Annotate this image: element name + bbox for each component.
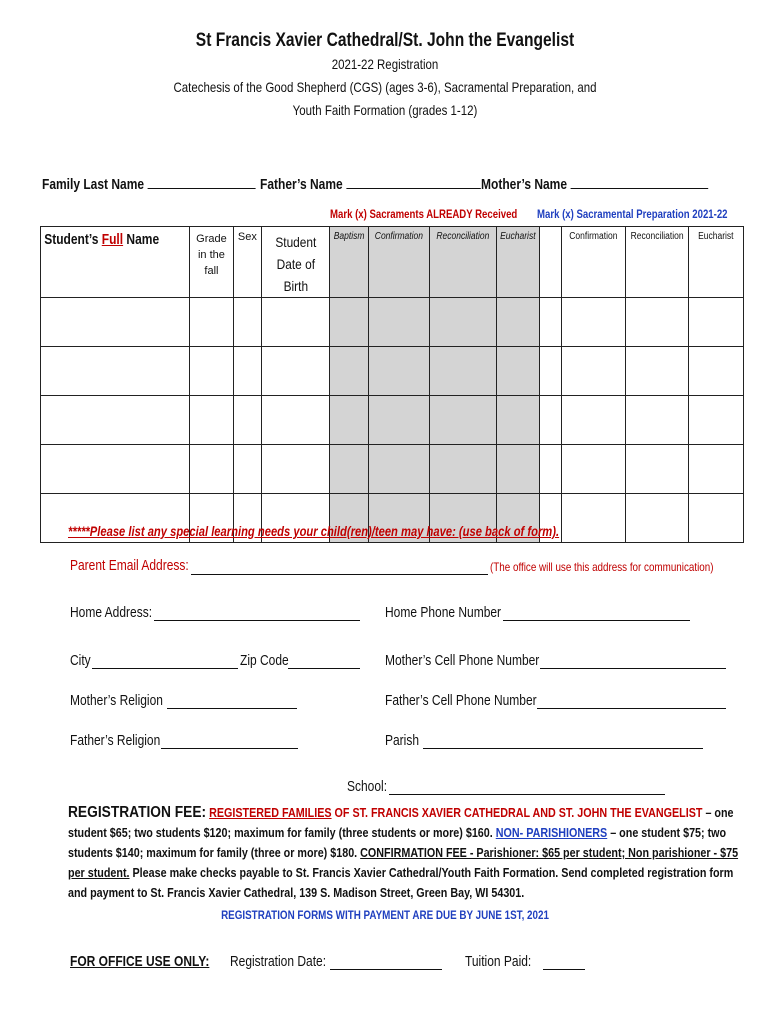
parish-label: Parish [385, 732, 420, 749]
dob-cell[interactable] [261, 445, 330, 494]
reconciliation-received-cell[interactable] [430, 298, 497, 347]
school-label: School: [347, 778, 388, 795]
program-line-1: Catechesis of the Good Shepherd (CGS) (ages 3-6), Sacramental Preparation, and [173, 79, 597, 95]
grade-header: Grade in the fall [189, 227, 234, 298]
grade-cell[interactable] [189, 396, 234, 445]
sacraments-received-header: Mark (x) Sacraments ALREADY Received [330, 207, 518, 221]
home-phone-field[interactable] [503, 606, 690, 621]
grade-cell[interactable] [189, 298, 234, 347]
mother-cell-field[interactable] [540, 654, 726, 669]
eucharist-received-cell[interactable] [496, 396, 539, 445]
registered-parishes: OF ST. FRANCIS XAVIER CATHEDRAL AND ST. JOHN THE EVANGELIST [331, 806, 703, 820]
program-line-2: Youth Faith Formation (grades 1-12) [292, 102, 478, 118]
dob-cell[interactable] [261, 347, 330, 396]
parent-email-field[interactable] [191, 560, 488, 575]
table-row[interactable] [41, 445, 744, 494]
eucharist-received-cell[interactable] [496, 298, 539, 347]
dob-cell[interactable] [261, 396, 330, 445]
sacramental-prep-header: Mark (x) Sacramental Preparation 2021-22 [537, 207, 728, 221]
mother-cell-label: Mother’s Cell Phone Number [385, 652, 540, 669]
table-row[interactable] [41, 298, 744, 347]
table-row[interactable] [41, 396, 744, 445]
eucharist-prep-cell[interactable] [689, 347, 744, 396]
dob-cell[interactable] [261, 298, 330, 347]
parent-email-label: Parent Email Address: [70, 557, 189, 574]
spacer-cell [539, 445, 562, 494]
home-address-field[interactable] [154, 606, 360, 621]
reconciliation-prep-cell[interactable] [626, 347, 689, 396]
confirmation-received-cell[interactable] [369, 396, 430, 445]
fee-label: REGISTRATION FEE: [68, 804, 207, 821]
special-needs-note: *****Please list any special learning needs your child(ren)/teen may have: (use back of form). [68, 523, 560, 539]
non-parish-fee-text: – one student $75; two students $140; maximum for family (three or more) $180. [68, 826, 727, 860]
parent-email-row [70, 557, 189, 574]
reconciliation-received-header: Reconciliation [430, 227, 497, 298]
registration-date-field[interactable] [330, 955, 442, 970]
student-name-cell[interactable] [41, 298, 190, 347]
reconciliation-prep-cell[interactable] [626, 396, 689, 445]
confirmation-prep-cell[interactable] [562, 445, 626, 494]
mother-name-row [481, 174, 708, 193]
mother-name-field[interactable] [570, 174, 708, 189]
confirmation-received-cell[interactable] [369, 347, 430, 396]
eucharist-prep-cell[interactable] [689, 396, 744, 445]
parish-field[interactable] [423, 734, 703, 749]
eucharist-prep-cell[interactable] [689, 298, 744, 347]
page-title: St Francis Xavier Cathedral/St. John the Evangelist [195, 30, 575, 51]
eucharist-received-cell[interactable] [496, 445, 539, 494]
confirmation-prep-cell[interactable] [562, 347, 626, 396]
grade-cell[interactable] [189, 347, 234, 396]
baptism-cell[interactable] [330, 298, 369, 347]
reconciliation-received-cell[interactable] [430, 445, 497, 494]
confirmation-prep-cell[interactable] [562, 494, 626, 543]
reconciliation-prep-cell[interactable] [626, 298, 689, 347]
confirmation-received-header: Confirmation [369, 227, 430, 298]
student-name-header: Student’s Full Name [41, 227, 190, 298]
school-field[interactable] [389, 780, 665, 795]
table-row[interactable] [41, 347, 744, 396]
eucharist-received-cell[interactable] [496, 347, 539, 396]
grade-cell[interactable] [189, 445, 234, 494]
student-table [40, 226, 744, 543]
father-name-field[interactable] [346, 174, 480, 189]
spacer-cell [539, 298, 562, 347]
payment-instructions: Please make checks payable to St. Francis Xavier Cathedral/Youth Faith Formation. Send completed registration form and payment to St. Francis Xavier Cathedral, 139 S. Madison Street, Green Bay, WI 54301. [68, 866, 734, 900]
student-name-cell[interactable] [41, 347, 190, 396]
tuition-paid-label: Tuition Paid: [465, 953, 532, 970]
eucharist-prep-cell[interactable] [689, 445, 744, 494]
city-field[interactable] [92, 654, 238, 669]
confirmation-prep-cell[interactable] [562, 298, 626, 347]
reconciliation-prep-header: Reconciliation [626, 227, 689, 298]
sex-cell[interactable] [234, 445, 261, 494]
spacer-cell [539, 347, 562, 396]
father-religion-label: Father’s Religion [70, 732, 161, 749]
home-address-label: Home Address: [70, 604, 153, 621]
due-date-notice: REGISTRATION FORMS WITH PAYMENT ARE DUE BY JUNE 1ST, 2021 [221, 908, 549, 922]
eucharist-received-header: Eucharist [496, 227, 539, 298]
father-religion-field[interactable] [161, 734, 298, 749]
reconciliation-prep-cell[interactable] [626, 445, 689, 494]
sex-cell[interactable] [234, 396, 261, 445]
mother-religion-label: Mother’s Religion [70, 692, 163, 709]
table-header-row [41, 227, 744, 298]
father-name-row [260, 174, 480, 193]
zip-label: Zip Code [240, 652, 289, 669]
baptism-cell[interactable] [330, 396, 369, 445]
confirmation-prep-cell[interactable] [562, 396, 626, 445]
family-last-name-row [42, 174, 255, 193]
reconciliation-received-cell[interactable] [430, 396, 497, 445]
confirmation-prep-header: Confirmation [562, 227, 626, 298]
sex-cell[interactable] [234, 347, 261, 396]
student-name-cell[interactable] [41, 396, 190, 445]
father-cell-label: Father’s Cell Phone Number [385, 692, 537, 709]
office-use-label: FOR OFFICE USE ONLY: [70, 953, 210, 970]
sex-cell[interactable] [234, 298, 261, 347]
registration-fee-paragraph [68, 803, 748, 903]
father-name-label: Father’s Name [260, 176, 343, 193]
registered-fee-text: – one student $65; two students $120; maximum for family (three students or more) $160. [68, 806, 734, 840]
mother-name-label: Mother’s Name [481, 176, 568, 193]
reconciliation-prep-cell[interactable] [626, 494, 689, 543]
family-last-name-field[interactable] [147, 174, 255, 189]
eucharist-prep-cell[interactable] [689, 494, 744, 543]
non-parishioners: NON- PARISHIONERS [495, 826, 608, 840]
eucharist-prep-header: Eucharist [689, 227, 744, 298]
city-label: City [70, 652, 91, 669]
registration-year: 2021-22 Registration [331, 56, 439, 72]
baptism-header: Baptism [330, 227, 369, 298]
home-phone-label: Home Phone Number [385, 604, 502, 621]
spacer-cell [539, 396, 562, 445]
registered-families: REGISTERED FAMILIES [209, 806, 332, 820]
mother-religion-field[interactable] [167, 694, 297, 709]
dob-header: Student Date of Birth [261, 227, 330, 298]
confirmation-received-cell[interactable] [369, 298, 430, 347]
email-note: (The office will use this address for communication) [490, 560, 714, 574]
registration-date-label: Registration Date: [230, 953, 327, 970]
confirmation-received-cell[interactable] [369, 445, 430, 494]
baptism-cell[interactable] [330, 347, 369, 396]
father-cell-field[interactable] [537, 694, 726, 709]
confirmation-fee: CONFIRMATION FEE - Parishioner: $65 per student; Non parishioner - $75 per student. [68, 846, 739, 880]
zip-field[interactable] [288, 654, 360, 669]
student-name-cell[interactable] [41, 445, 190, 494]
spacer-header [539, 227, 562, 298]
tuition-paid-field[interactable] [543, 955, 585, 970]
family-last-name-label: Family Last Name [42, 176, 145, 193]
sex-header: Sex [234, 227, 261, 298]
reconciliation-received-cell[interactable] [430, 347, 497, 396]
baptism-cell[interactable] [330, 445, 369, 494]
